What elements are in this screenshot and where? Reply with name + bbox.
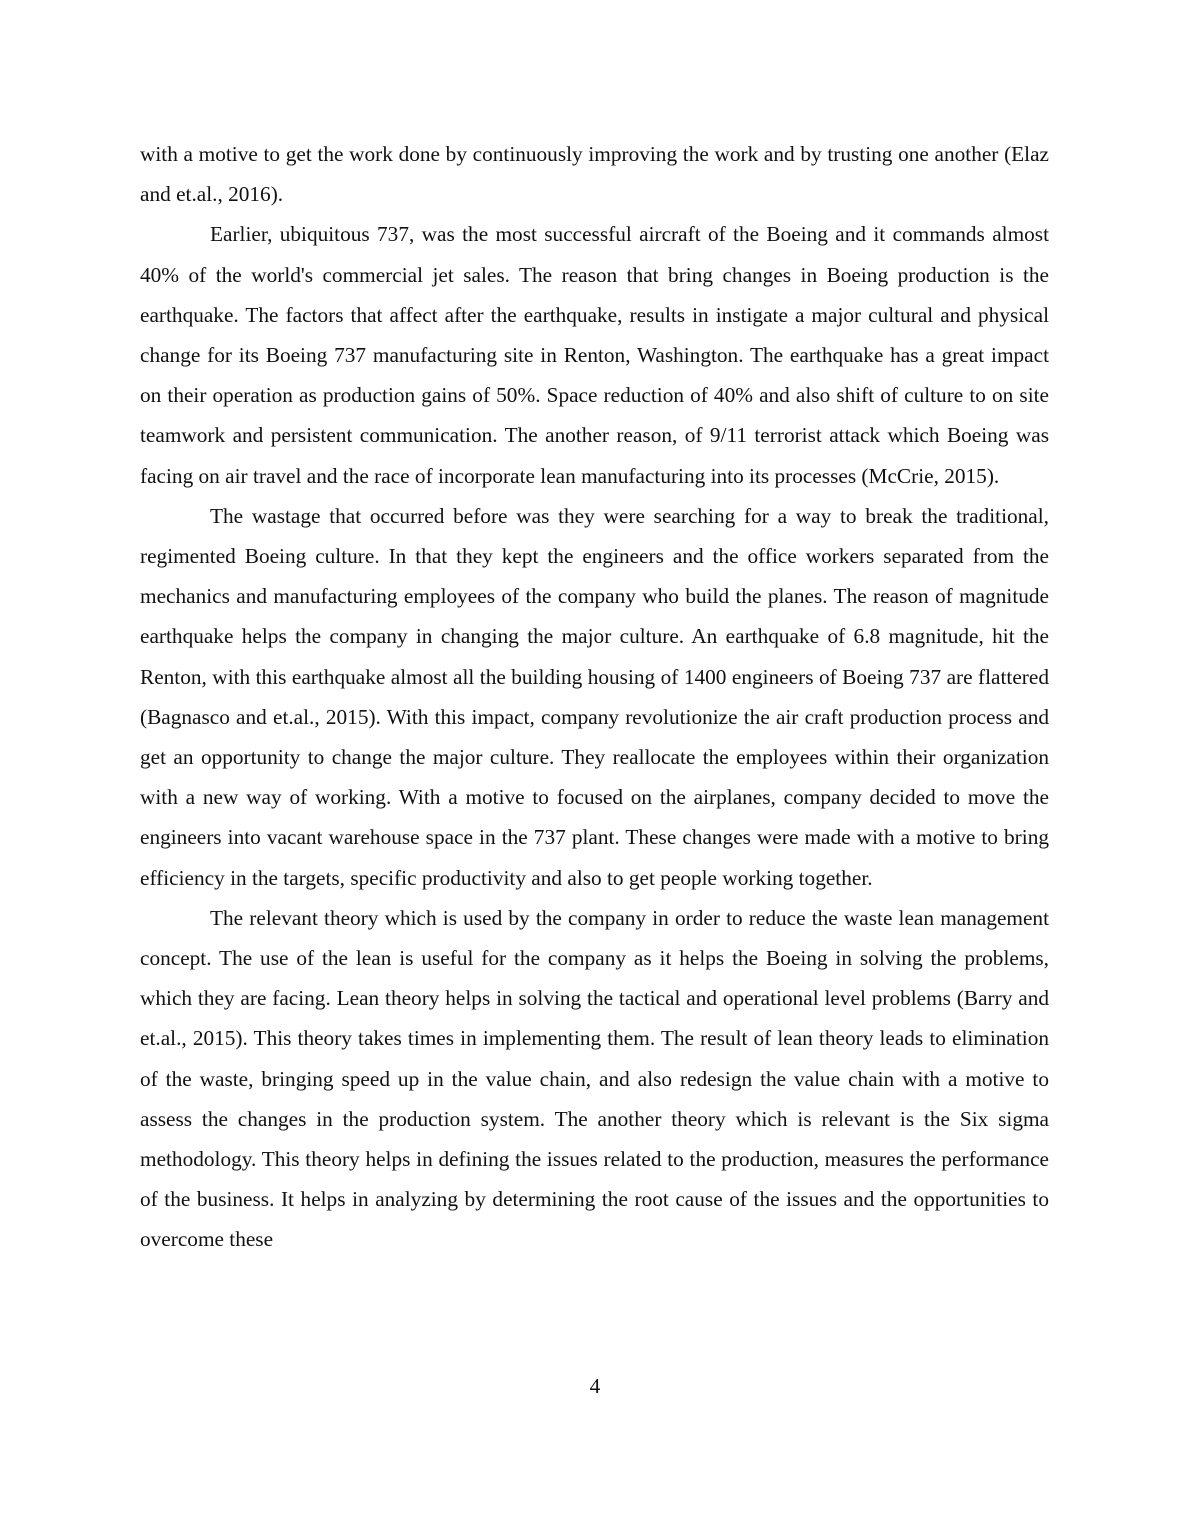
paragraph-wastage-culture: The wastage that occurred before was they were searching for a way to break the traditional, regimented Boeing culture. In that they kept the engineers and the office workers separated from the mechanics and manufacturing employees of the company who build the planes. The reason of magnitude earthquake helps the company in changing the major culture. An earthquake of 6.8 magnitude, hit the Renton, with this earthquake almost all the building housing of 1400 engineers of Boeing 737 are flattered (Bagnasco and et.al., 2015). With this impact, company revolutionize the air craft production process and get an opportunity to change the major culture. They reallocate the employees within their organization with a new way of working. With a motive to focused on the airplanes, company decided to move the engineers into vacant warehouse space in the 737 plant. These changes were made with a motive to bring efficiency in the targets, specific productivity and also to get people working together. [140, 503, 1049, 890]
body-text [140, 134, 1049, 1260]
page-number: 4 [589, 1374, 601, 1398]
paragraph-boeing-737-earthquake: Earlier, ubiquitous 737, was the most successful aircraft of the Boeing and it commands almost 40% of the world's commercial jet sales. The reason that bring changes in Boeing production is the earthquake. The factors that affect after the earthquake, results in instigate a major cultural and physical change for its Boeing 737 manufacturing site in Renton, Washington. The earthquake has a great impact on their operation as production gains of 50%. Space reduction of 40% and also shift of culture to on site teamwork and persistent communication. The another reason, of 9/11 terrorist attack which Boeing was facing on air travel and the race of incorporate lean manufacturing into its processes (McCrie, 2015). [140, 222, 1049, 488]
paragraph-relevant-theory: The relevant theory which is used by the company in order to reduce the waste lean management concept. The use of the lean is useful for the company as it helps the Boeing in solving the problems, which they are facing. Lean theory helps in solving the tactical and operational level problems (Barry and et.al., 2015). This theory takes times in implementing them. The result of lean theory leads to elimination of the waste, bringing speed up in the value chain, and also redesign the value chain with a motive to assess the changes in the production system. The another theory which is relevant is the Six sigma methodology. This theory helps in defining the issues related to the production, measures the performance of the business. It helps in analyzing by determining the root cause of the issues and the opportunities to overcome these [140, 905, 1049, 1252]
paragraph-continuation: with a motive to get the work done by continuously improving the work and by trusting one another (Elaz and et.al., 2016). [140, 142, 1049, 207]
